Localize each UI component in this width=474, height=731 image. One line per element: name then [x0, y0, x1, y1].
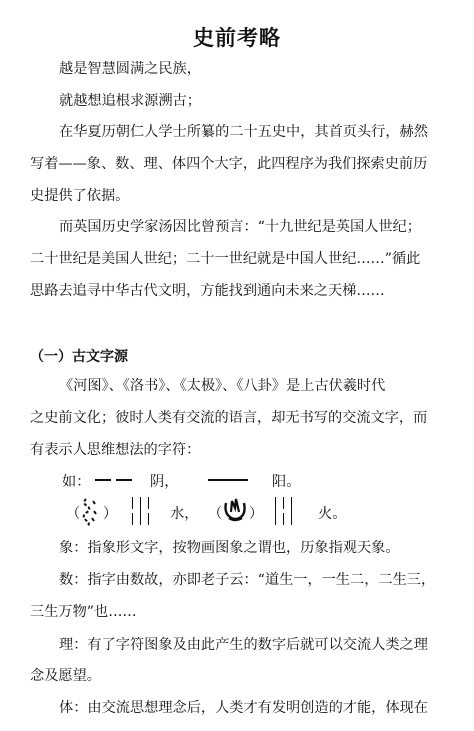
intro-line: 思路去追寻中华古代文明，方能找到通向未来之天梯……	[30, 283, 385, 299]
water-glyph-icon	[79, 497, 99, 531]
fire-label: 火。	[318, 506, 347, 522]
definition-line: 念及愿望。	[30, 668, 101, 684]
section-line: 《河图》、《洛书》、《太极》、《八卦》是上古伏羲时代	[59, 378, 386, 394]
definition-line: 三生万物”也……	[30, 604, 137, 620]
section-line: 之史前文化；彼时人类有交流的语言，却无书写的交流文字，而	[30, 410, 428, 426]
example-prefix: 如：	[62, 474, 91, 490]
section-heading: （一）古文字源	[30, 349, 128, 365]
paren-open: （	[208, 506, 223, 522]
intro-line: 而英国历史学家汤因比曾预言：“十九世纪是英国人世纪；	[59, 219, 421, 235]
yin-label: 阴，	[150, 474, 179, 490]
intro-line: 就越想追根求源溯古；	[59, 93, 201, 109]
definition-line: 体：由交流思想理念后，人类才有发明创造的才能，体现在	[59, 700, 428, 716]
intro-line: 写着——象、数、理、体四个大字，此四程序为我们探索史前历	[30, 156, 428, 172]
definition-line: 理：有了字符图象及由此产生的数字后就可以交流人类之理	[59, 637, 428, 653]
intro-line: 越是智慧圆满之民族，	[59, 61, 201, 77]
intro-line: 史提供了依据。	[30, 188, 130, 204]
paren-open: （	[66, 506, 81, 522]
section-line: 有表示人思维想法的字符：	[30, 442, 201, 458]
page-title: 史前考略	[193, 26, 281, 50]
definition-line: 数：指字由数故，亦即老子云：“道生一，一生二，二生三，	[59, 572, 436, 588]
yang-label: 阳。	[272, 474, 301, 490]
paren-close: ）	[249, 506, 264, 522]
water-label: 水，	[170, 506, 199, 522]
fire-glyph-icon	[222, 497, 248, 527]
intro-line: 在华夏历朝仁人学士所纂的二十五史中，其首页头行，赫然	[59, 124, 428, 140]
definition-line: 象：指象形文字，按物画图象之谓也，历象指观天象。	[59, 540, 400, 556]
paren-close: ）	[103, 506, 118, 522]
intro-line: 二十世纪是美国人世纪；二十一世纪就是中国人世纪……”循此	[30, 251, 421, 267]
